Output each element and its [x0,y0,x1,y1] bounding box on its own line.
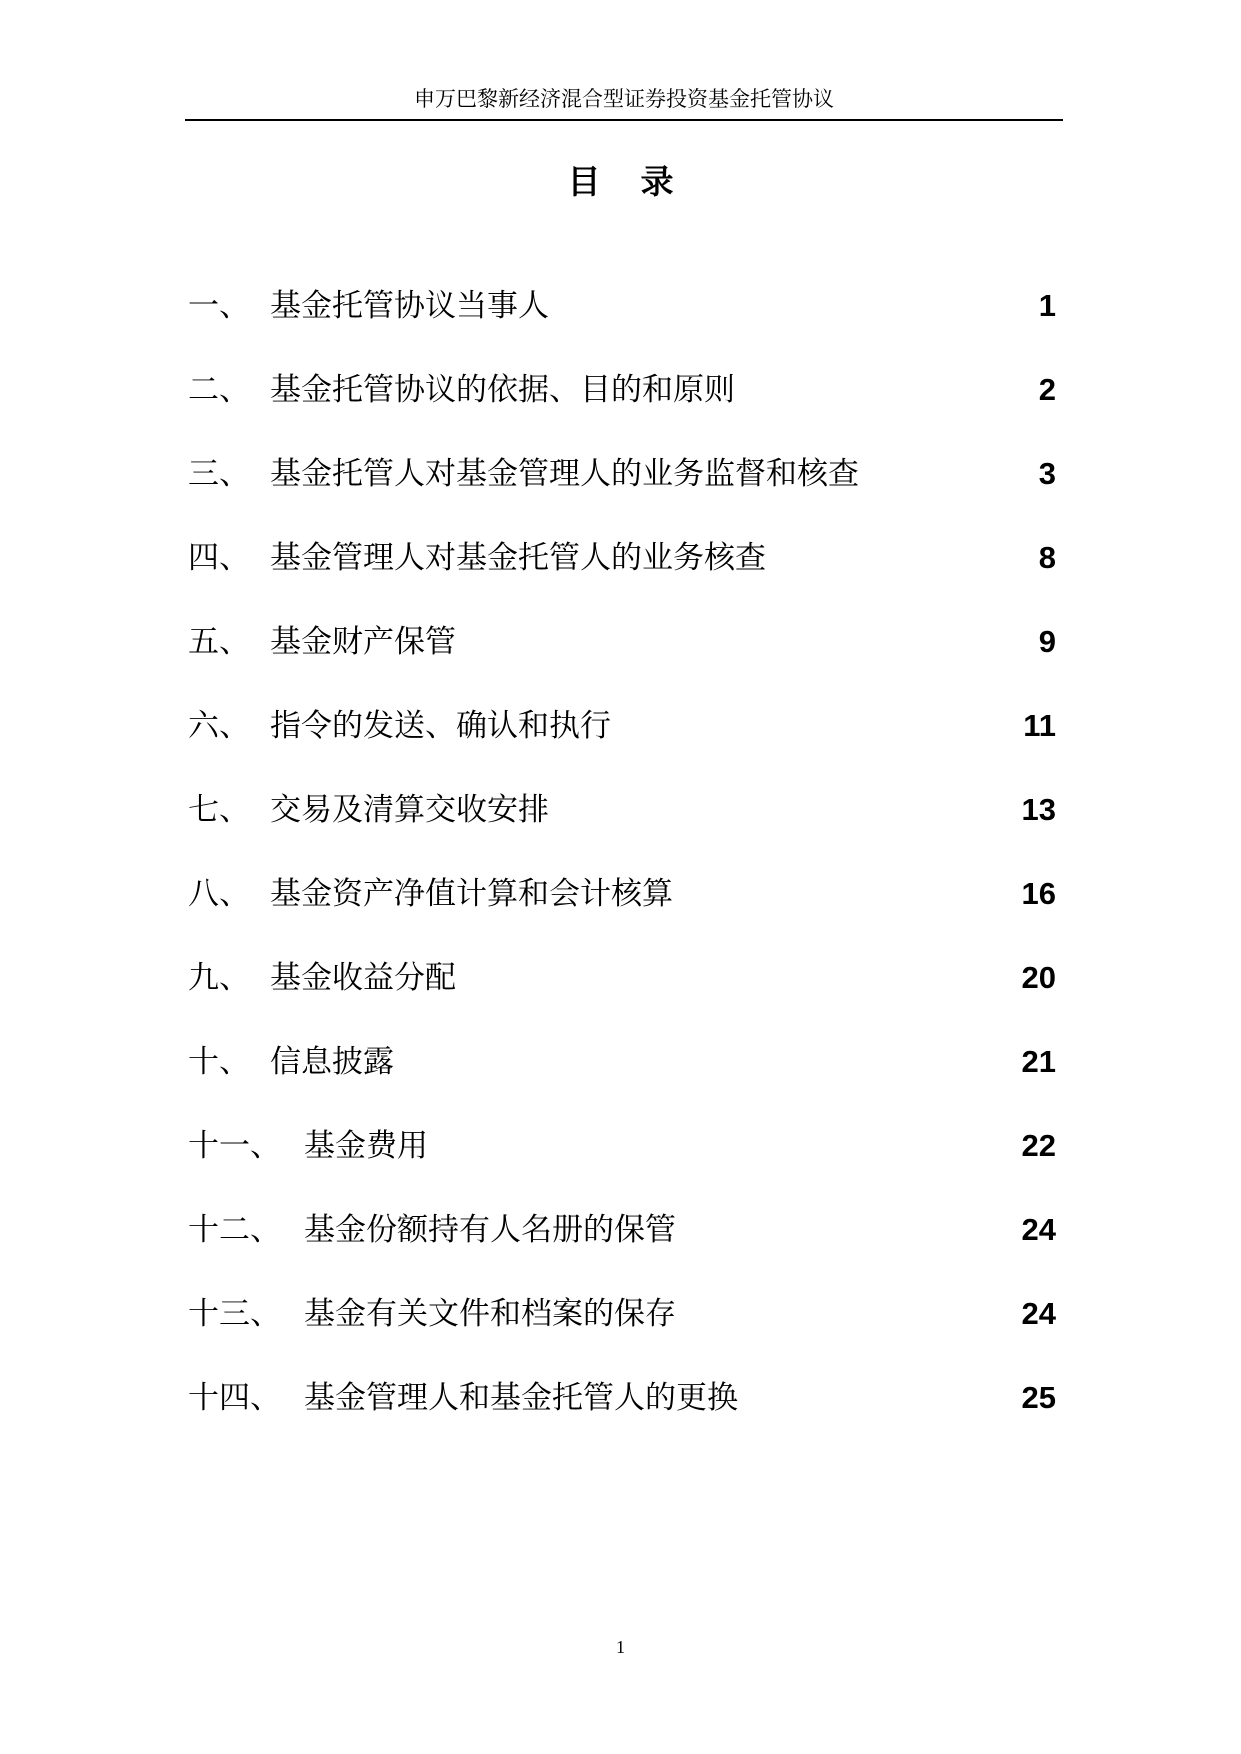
toc-entry-page: 24 [1021,1296,1056,1331]
toc-entry[interactable] [188,704,1056,748]
toc-entry[interactable] [188,536,1056,580]
toc-entry-number: 十一、 [188,1128,281,1164]
toc-entry-page: 20 [1021,960,1056,995]
toc-entry-number: 八、 [188,876,250,912]
toc-entry-number: 一、 [188,288,250,324]
toc-entry-number: 十三、 [188,1296,281,1332]
toc-entry[interactable] [188,872,1056,916]
toc-entry-number: 九、 [188,960,250,996]
toc-entry-page: 21 [1021,1044,1056,1079]
toc-entry-number: 四、 [188,540,250,576]
toc-entry-title: 基金费用 [304,1128,428,1164]
toc-entry[interactable] [188,1040,1056,1084]
toc-entry-page: 8 [1038,540,1056,575]
toc-entry-page: 11 [1023,708,1056,743]
toc-entry-number: 二、 [188,372,250,408]
toc-entry-page: 2 [1038,372,1056,407]
toc-entry-title: 基金有关文件和档案的保存 [304,1296,676,1332]
toc-entry-page: 3 [1038,456,1056,491]
document-header: 申万巴黎新经济混合型证券投资基金托管协议 [414,87,834,111]
toc-entry-title: 基金托管人对基金管理人的业务监督和核查 [270,456,859,492]
toc-entry[interactable] [188,1292,1056,1336]
page-number: 1 [616,1637,625,1657]
toc-entry-page: 13 [1021,792,1056,827]
toc-entry-title: 基金收益分配 [270,960,456,996]
toc-entry-number: 十四、 [188,1380,281,1416]
toc-entry-title: 信息披露 [270,1044,394,1080]
toc-entry-title: 基金托管协议当事人 [270,288,549,324]
toc-entry-page: 25 [1021,1380,1056,1415]
toc-entry[interactable] [188,1376,1056,1420]
toc-entry-title: 基金份额持有人名册的保管 [304,1212,676,1248]
toc-entry-page: 22 [1021,1128,1056,1163]
toc-entry[interactable] [188,284,1056,328]
toc-entry-number: 十二、 [188,1212,281,1248]
toc-entry-page: 16 [1021,876,1056,911]
toc-entry[interactable] [188,788,1056,832]
toc-entry-title: 基金托管协议的依据、目的和原则 [270,372,735,408]
toc-entry-title: 基金资产净值计算和会计核算 [270,876,673,912]
toc-entry[interactable] [188,620,1056,664]
toc-title-char: 录 [640,162,674,201]
toc-entry[interactable] [188,1124,1056,1168]
toc-entry-number: 六、 [188,708,250,744]
toc-entry-number: 七、 [188,792,250,828]
toc-entry[interactable] [188,956,1056,1000]
toc-entry-number: 十、 [188,1044,250,1080]
toc-entry-title: 交易及清算交收安排 [270,792,549,828]
toc-entry[interactable] [188,1208,1056,1252]
toc-entry-title: 基金财产保管 [270,624,456,660]
toc-entry[interactable] [188,452,1056,496]
toc-entry-page: 1 [1038,288,1056,323]
toc-entry-page: 24 [1021,1212,1056,1247]
toc-entry-title: 指令的发送、确认和执行 [270,708,611,744]
toc-entry-number: 三、 [188,456,250,492]
toc-entry-title: 基金管理人和基金托管人的更换 [304,1380,738,1416]
toc-title-char: 目 [567,162,601,201]
toc-entry-number: 五、 [188,624,250,660]
toc-entry-title: 基金管理人对基金托管人的业务核查 [270,540,766,576]
toc-entry-page: 9 [1038,624,1056,659]
toc-entry[interactable] [188,368,1056,412]
